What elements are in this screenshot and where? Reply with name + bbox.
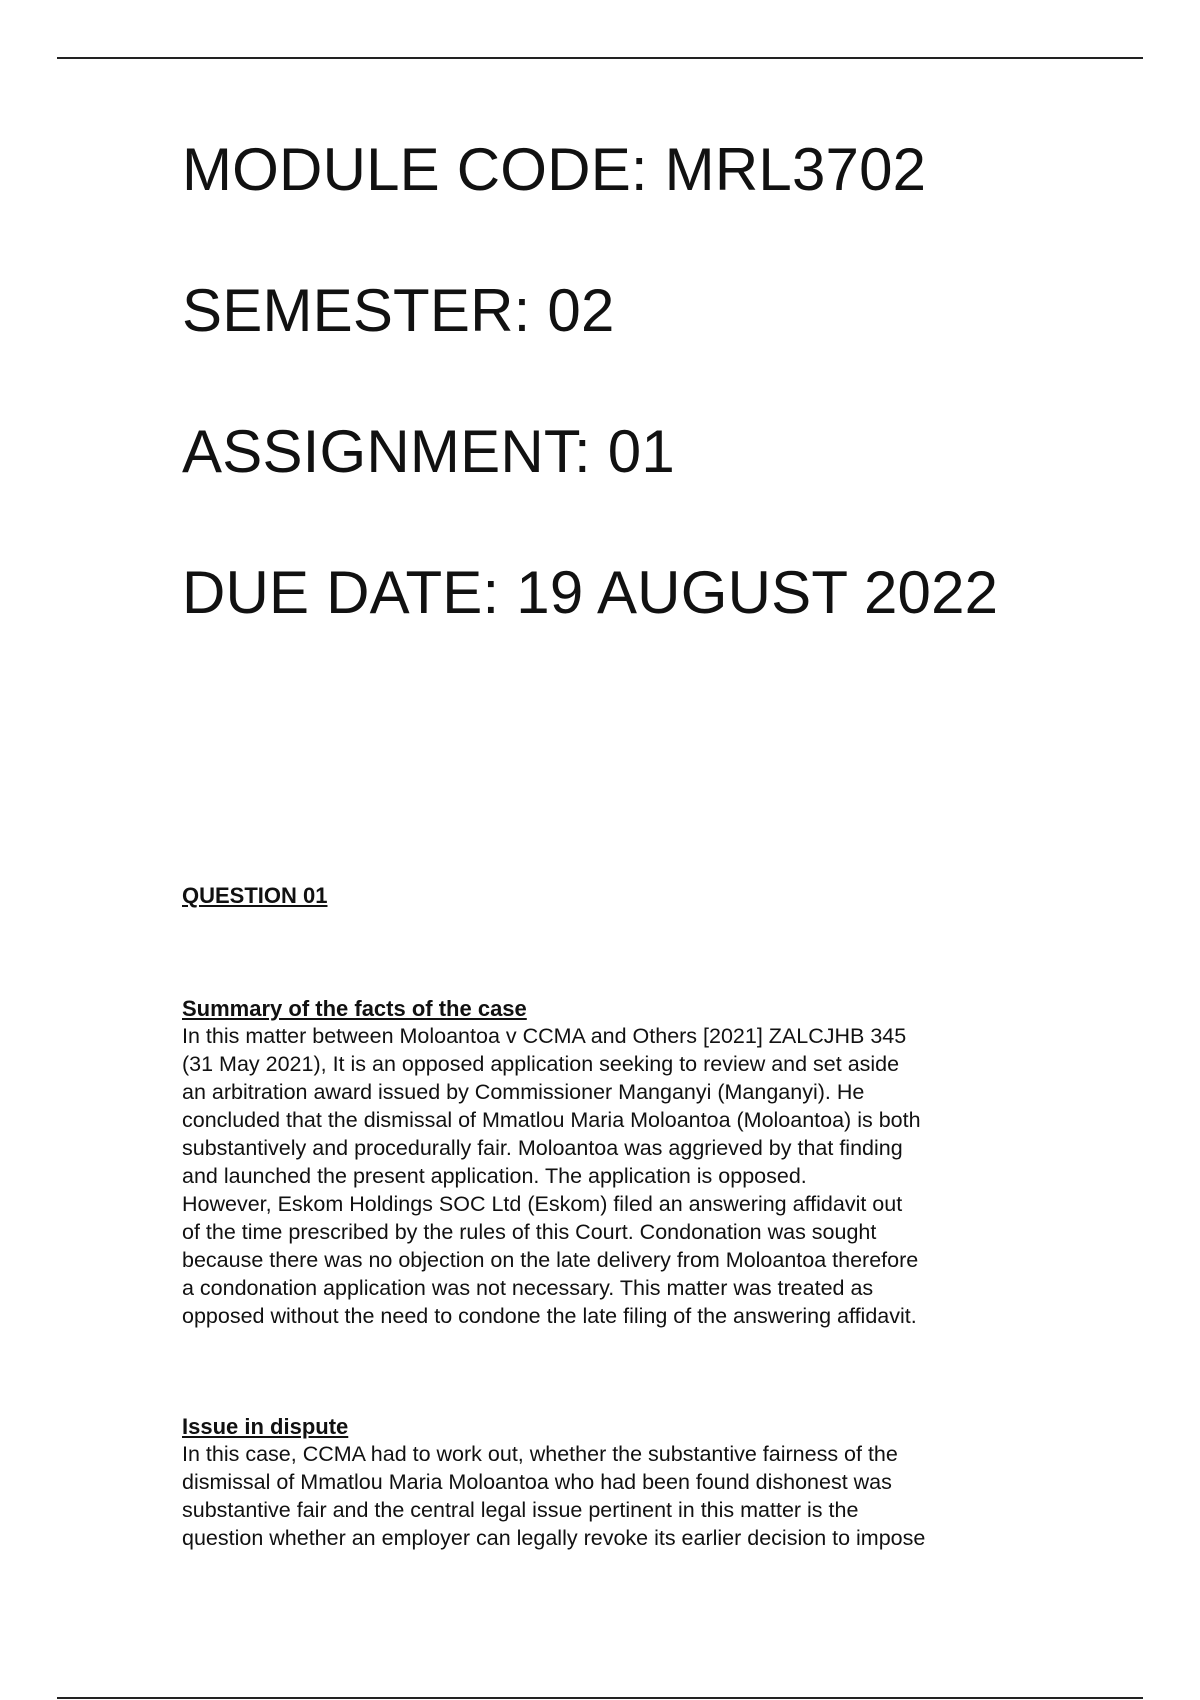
- issue-line: dismissal of Mmatlou Maria Moloantoa who had been found dishonest was: [182, 1470, 892, 1494]
- summary-line: a condonation application was not necessary. This matter was treated as: [182, 1276, 874, 1300]
- summary-line: of the time prescribed by the rules of this Court. Condonation was sought: [182, 1220, 877, 1244]
- summary-line: However, Eskom Holdings SOC Ltd (Eskom) filed an answering affidavit out: [182, 1192, 903, 1216]
- due-date: DUE DATE: 19 AUGUST 2022: [182, 559, 999, 626]
- issue-section: [182, 1414, 1062, 1552]
- issue-line: In this case, CCMA had to work out, whether the substantive fairness of the: [182, 1442, 898, 1466]
- summary-line: opposed without the need to condone the late filing of the answering affidavit.: [182, 1304, 917, 1328]
- question-label: QUESTION 01: [182, 883, 328, 908]
- bottom-divider: [57, 1697, 1143, 1699]
- module-code: MODULE CODE: MRL3702: [182, 136, 927, 203]
- top-divider: [57, 57, 1143, 59]
- issue-title: Issue in dispute: [182, 1414, 349, 1439]
- summary-line: an arbitration award issued by Commissioner Manganyi (Manganyi). He: [182, 1080, 865, 1104]
- issue-line: question whether an employer can legally revoke its earlier decision to impose: [182, 1526, 926, 1550]
- summary-line: because there was no objection on the late delivery from Moloantoa therefore: [182, 1248, 919, 1272]
- summary-line: concluded that the dismissal of Mmatlou Maria Moloantoa (Moloantoa) is both: [182, 1108, 921, 1132]
- summary-title: Summary of the facts of the case: [182, 996, 527, 1021]
- summary-line: In this matter between Moloantoa v CCMA and Others [2021] ZALCJHB 345: [182, 1024, 907, 1048]
- assignment-number: ASSIGNMENT: 01: [182, 418, 675, 485]
- summary-line: (31 May 2021), It is an opposed application seeking to review and set aside: [182, 1052, 900, 1076]
- semester: SEMESTER: 02: [182, 277, 615, 344]
- summary-section: [182, 996, 1062, 1330]
- summary-line: and launched the present application. The application is opposed.: [182, 1164, 807, 1188]
- cover-heading-block: [182, 136, 999, 626]
- summary-line: substantively and procedurally fair. Moloantoa was aggrieved by that finding: [182, 1136, 903, 1160]
- issue-line: substantive fair and the central legal issue pertinent in this matter is the: [182, 1498, 859, 1522]
